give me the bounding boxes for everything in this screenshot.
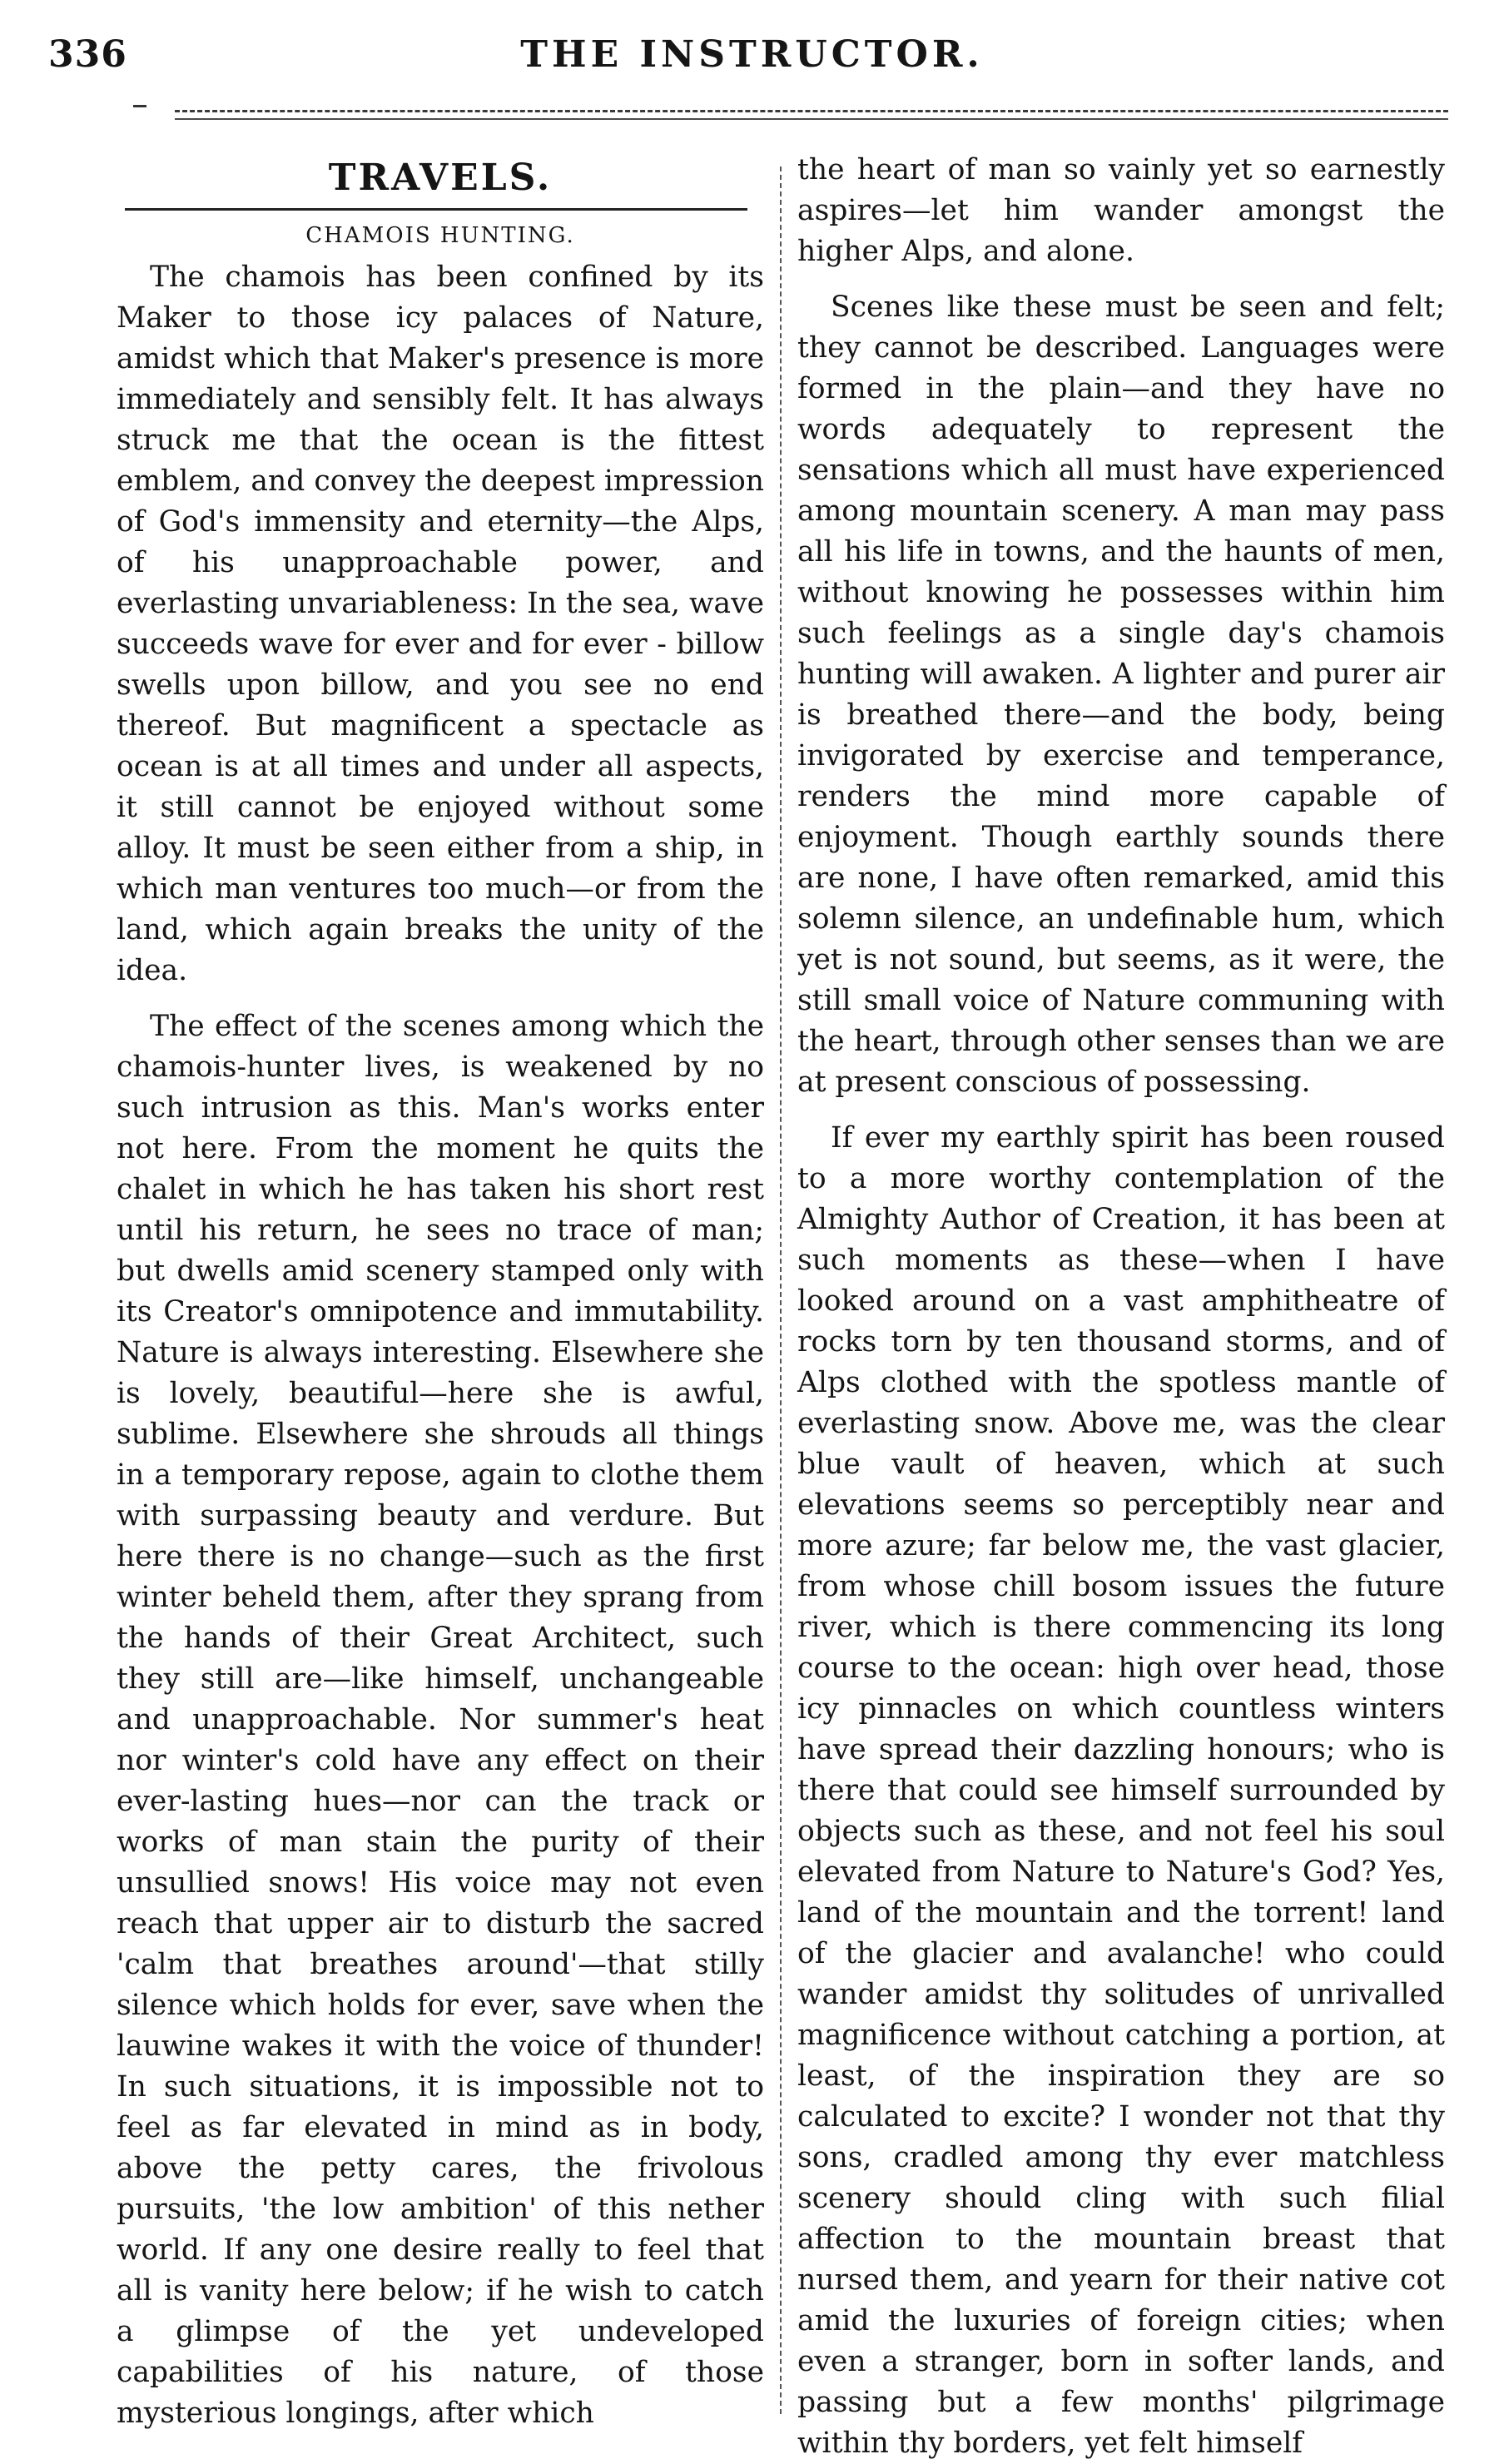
paragraph: The effect of the scenes among which the chamois-hunter lives, is weakened by no such intrusion as this. Man's works enter not here. From the moment he quits the chalet in which he has taken his short rest until his return, he sees no trace of man; but dwells amid scenery stamped only with its Creator's omnipotence and immutability. Nature is always interesting. Elsewhere she is lovely, beautiful—here she is awful, sublime. Elsewhere she shrouds all things in a temporary repose, again to clothe them with surpassing beauty and verdure. But here there is no change—such as the first winter beheld them, after they sprang from the hands of their Great Architect, such they still are—like himself, unchangeable and unapproachable. Nor summer's heat nor winter's cold have any effect on their ever-lasting hues—nor can the track or works of man stain the purity of their unsullied snows! His voice may not even reach that upper air to disturb the sacred 'calm that breathes around'—that stilly silence which holds for ever, save when the lauwine wakes it with the voice of thunder! In such situations, it is impossible not to feel as far elevated in mind as in body, above the petty cares, the frivolous pursuits, 'the low ambition' of this nether world. If any one desire really to feel that all is vanity here below; if he wish to catch a glimpse of the yet undeveloped capabilities of his nature, of those mysterious longings, after which (117, 1010, 764, 2430)
header-mark (133, 105, 146, 107)
running-head-title: THE INSTRUCTOR. (520, 33, 984, 76)
header-rule-solid (175, 118, 1448, 120)
article-subtitle: CHAMOIS HUNTING. (305, 223, 575, 248)
paragraph-continued: the heart of man so vainly yet so earnestly aspires—let him wander amongst the higher Alps, and alone. (797, 153, 1445, 268)
header-rule (175, 110, 1448, 112)
right-column (797, 150, 1445, 2460)
page-number: 336 (48, 33, 127, 76)
paragraph: Scenes like these must be seen and felt; they cannot be described. Languages were formed in the plain—and they have no words adequately to represent the sensations which all must have experienced among mountain scenery. A man may pass all his life in towns, and the haunts of men, without knowing he possesses within him such feelings as a single day's chamois hunting will awaken. A lighter and purer air is breathed there—and the body, being invigorated by exercise and temperance, renders the mind more capable of enjoyment. Though earthly sounds there are none, I have often remarked, amid this solemn silence, an undefinable hum, which yet is not sound, but seems, as it were, the still small voice of Nature communing with the heart, through other senses than we are at present conscious of possessing. (797, 291, 1445, 1099)
column-divider (780, 166, 782, 2414)
paragraph: The chamois has been confined by its Maker to those icy palaces of Nature, amidst which that Maker's presence is more immediately and sensibly felt. It has always struck me that the ocean is the fittest emblem, and convey the deepest impression of God's immensity and eternity—the Alps, of his unapproachable power, and everlasting unvariableness: In the sea, wave succeeds wave for ever and for ever - billow swells upon billow, and you see no end thereof. But magnificent a spectacle as ocean is at all times and under all aspects, it still cannot be enjoyed without some alloy. It must be seen either from a ship, in which man ventures too much—or from the land, which again breaks the unity of the idea. (117, 261, 764, 987)
left-column (117, 150, 764, 2430)
section-title: TRAVELS. (328, 156, 553, 199)
title-rule (125, 208, 747, 211)
paragraph: If ever my earthly spirit has been roused to a more worthy contemplation of the Almighty Author of Creation, it has been at such moments as these—when I have looked around on a vast amphitheatre of rocks torn by ten thousand storms, and of Alps clothed with the spotless mantle of everlasting snow. Above me, was the clear blue vault of heaven, which at such elevations seems so perceptibly near and more azure; far below me, the vast glacier, from whose chill bosom issues the future river, which is there commencing its long course to the ocean: high over head, those icy pinnacles on which countless winters have spread their dazzling honours; who is there that could see himself surrounded by objects such as these, and not feel his soul elevated from Nature to Nature's God? Yes, land of the mountain and the torrent! land of the glacier and avalanche! who could wander amidst thy solitudes of unrivalled magnificence without catching a portion, at least, of the inspiration they are so calculated to excite? I wonder not that thy sons, cradled among thy ever matchless scenery should cling with such filial affection to the mountain breast that nursed them, and yearn for their native cot amid the luxuries of foreign cities; when even a stranger, born in softer lands, and passing but a few months' pilgrimage within thy borders, yet felt himself (797, 1121, 1445, 2460)
